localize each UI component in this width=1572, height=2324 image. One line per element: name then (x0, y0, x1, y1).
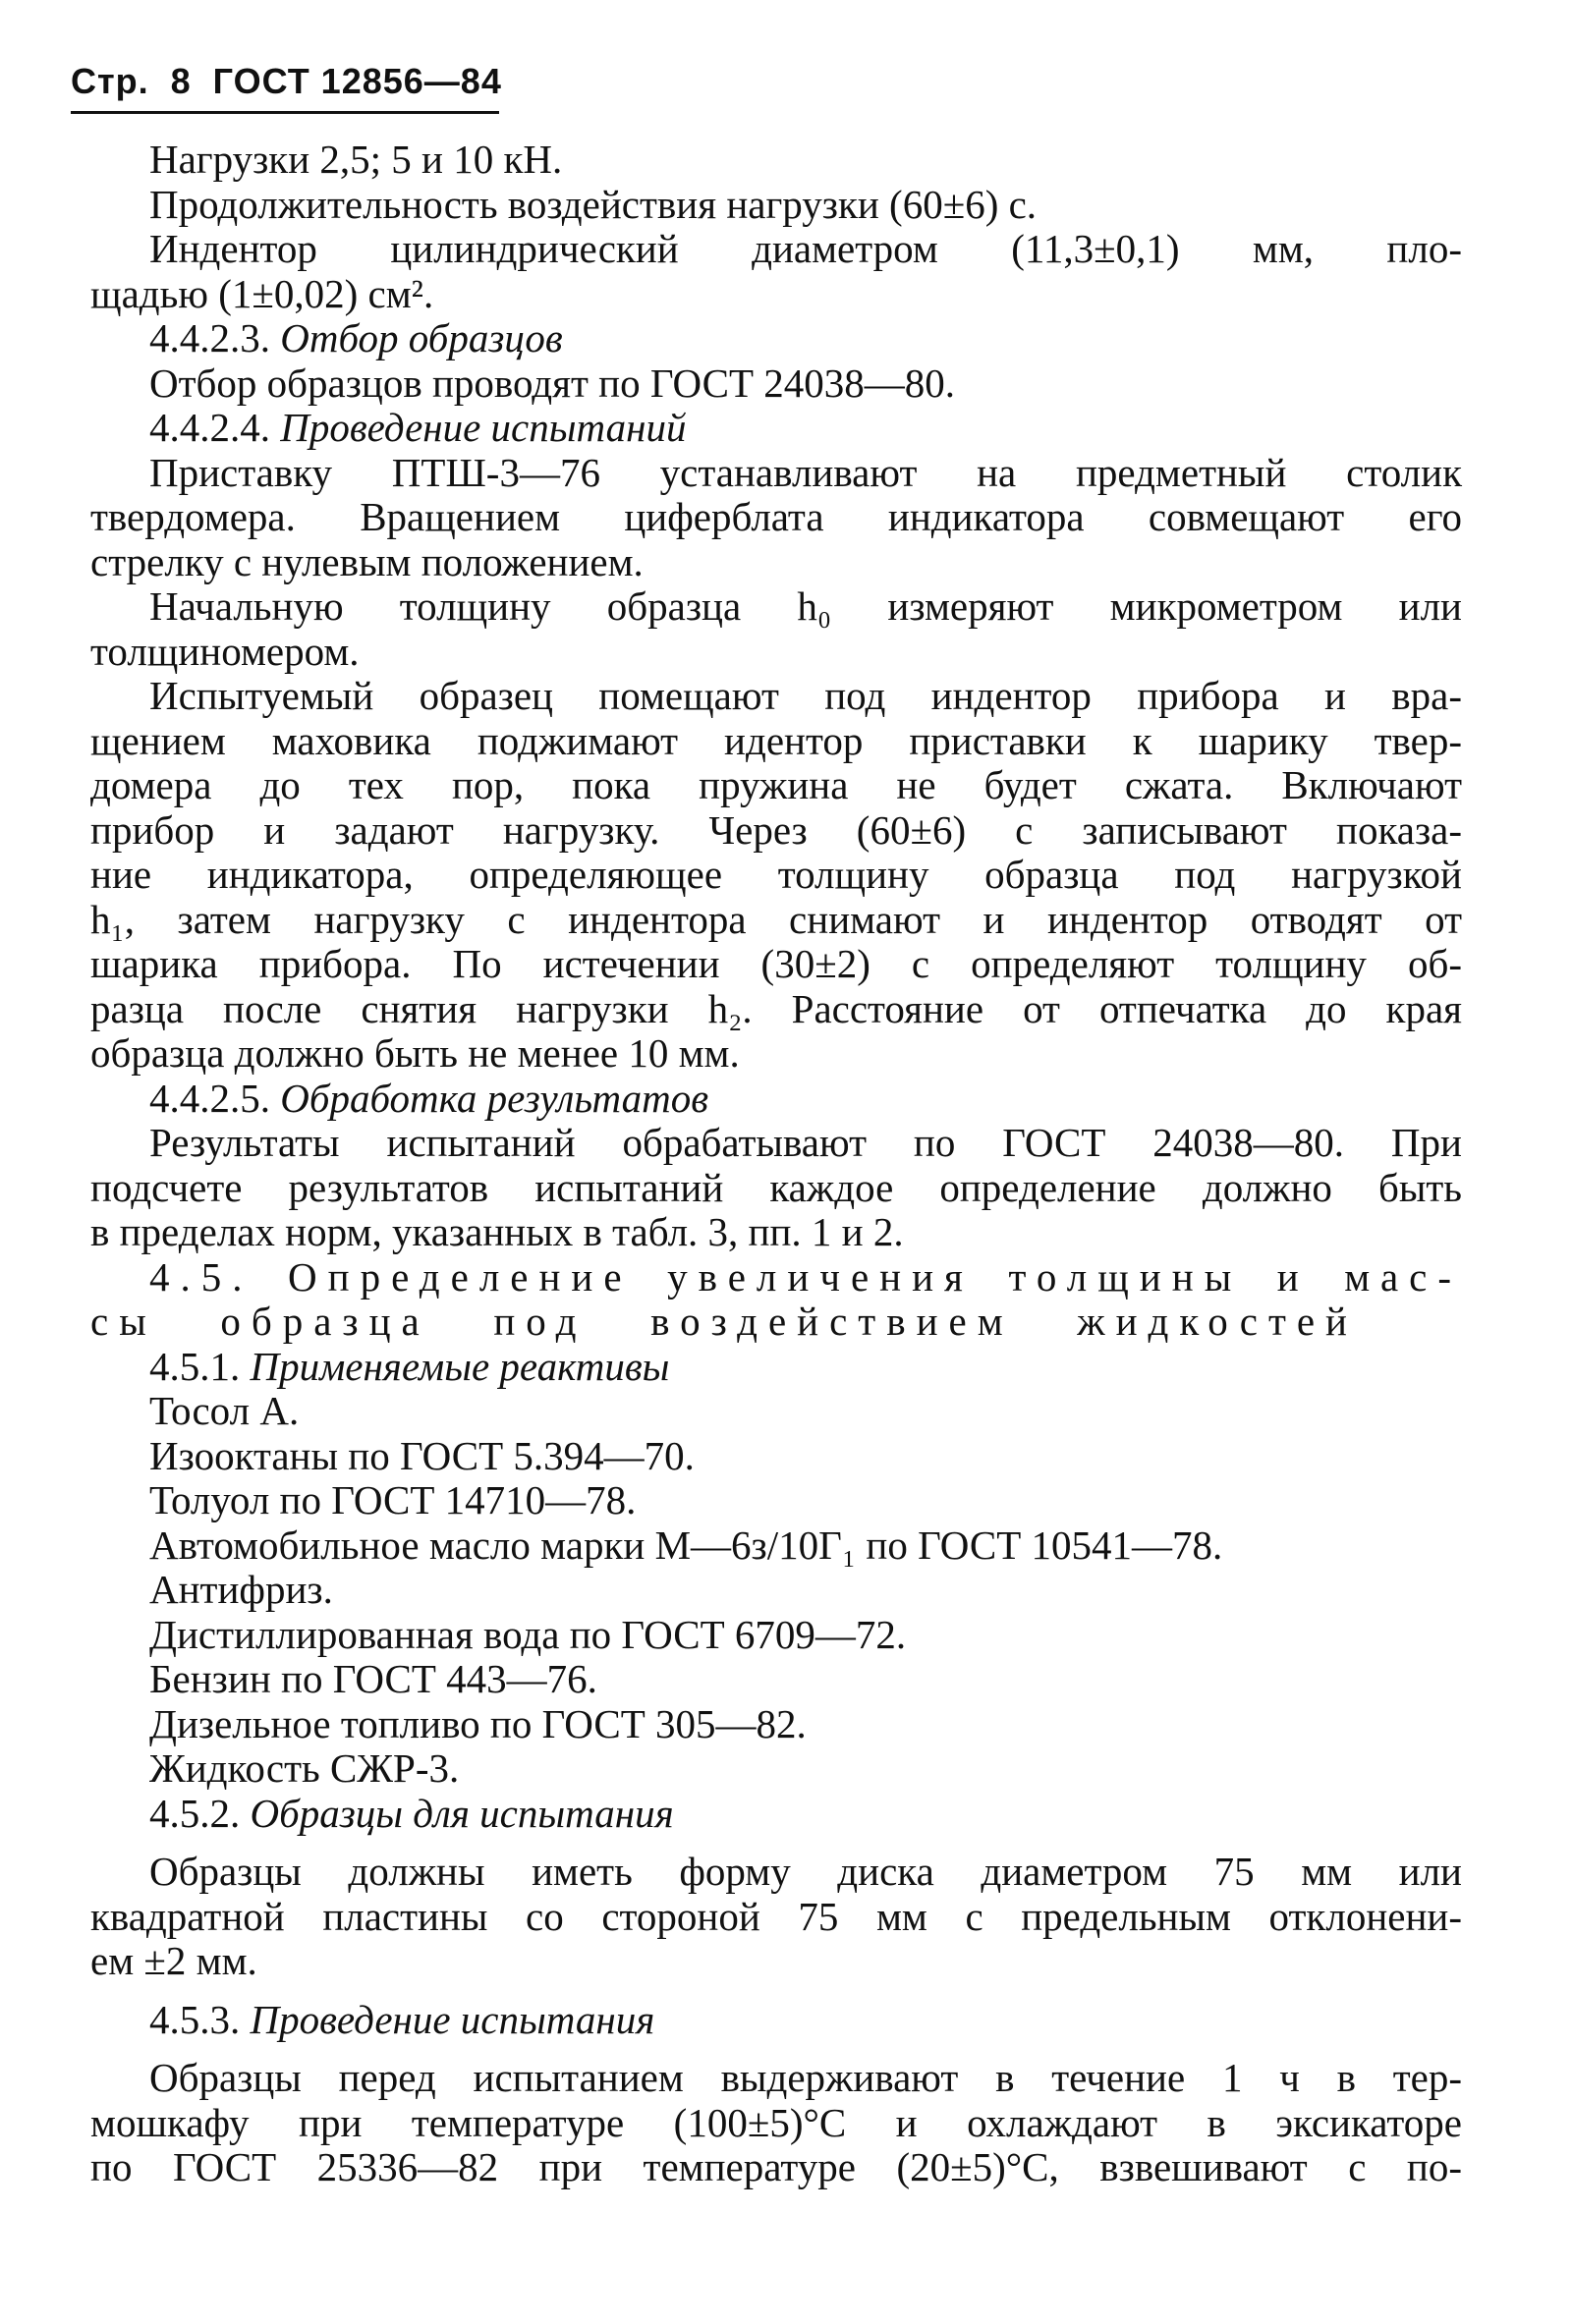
text-line: прибор и задают нагрузку. Через (60±6) с записывают показа- (90, 806, 1462, 853)
text-line: Отбор образцов проводят по ГОСТ 24038—80. (149, 360, 956, 406)
text-line: Нагрузки 2,5; 5 и 10 кН. (149, 137, 563, 182)
section-heading-4-4-2-4 (90, 406, 1462, 451)
section-title: Проведение испытания (250, 1996, 655, 2042)
section-number: 4.5.1. (149, 1343, 241, 1389)
text-line: Начальную толщину образца h₀ измеряют микрометром или (149, 583, 1462, 629)
header-rule (71, 111, 499, 114)
text-line: Образцы должны иметь форму диска диаметром 75 мм или (149, 1849, 1462, 1894)
section-number: 4.5.2. (149, 1790, 241, 1836)
reagent-item: Изооктаны по ГОСТ 5.394—70. (149, 1432, 695, 1478)
section-heading-4-5-2 (90, 1792, 1462, 1837)
section-title: Проведение испытаний (280, 405, 687, 450)
standard-number: ГОСТ 12856—84 (212, 61, 502, 101)
page-label: Стр. (71, 61, 149, 101)
section-title: Применяемые реактивы (250, 1343, 670, 1389)
text-line: образца должно быть не менее 10 мм. (90, 1030, 740, 1076)
text-line: Продолжительность воздействия нагрузки (60±6) с. (149, 181, 1038, 227)
reagent-item: Тосол А. (149, 1388, 300, 1433)
section-heading-4-4-2-5 (90, 1077, 1462, 1122)
section-heading-4-4-2-3 (90, 316, 1462, 361)
section-number: 4.5.3. (149, 1996, 241, 2042)
reagent-item: Антифриз. (149, 1567, 333, 1612)
text-line: Индентор цилиндрический диаметром (11,3±0,1) мм, пло- (149, 226, 1462, 271)
reagent-item: Дизельное топливо по ГОСТ 305—82. (149, 1700, 807, 1746)
text-line: мошкафу при температуре (100±5)°С и охлаждают в эксикаторе (90, 2099, 1462, 2145)
running-header (71, 61, 524, 102)
text-line: Приставку ПТШ-3—76 устанавливают на предметный столик (149, 449, 1462, 495)
reagent-item: Автомобильное масло марки М—6з/10Г₁ по ГОСТ 10541—78. (149, 1522, 1223, 1568)
section-title: Образцы для испытания (250, 1790, 674, 1836)
text-line: Результаты испытаний обрабатывают по ГОСТ 24038—80. При (149, 1120, 1462, 1165)
text-line: стрелку с нулевым положением. (90, 538, 644, 584)
text-line: h₁, затем нагрузку с индентора снимают и индентор отводят от (90, 896, 1462, 942)
section-heading-4-5-cont: сы образца под воздействием жидкостей (90, 1299, 1358, 1344)
text-line: квадратной пластины со стороной 75 мм с предельным отклонени- (90, 1893, 1462, 1939)
reagent-item: Дистиллированная вода по ГОСТ 6709—72. (149, 1611, 907, 1657)
text-line: толщиномером. (90, 628, 360, 674)
text-line: щением маховика поджимают идентор приставки к шарику твер- (90, 717, 1462, 763)
text-line: в пределах норм, указанных в табл. 3, пп. 1 и 2. (90, 1209, 904, 1254)
text-line: по ГОСТ 25336—82 при температуре (20±5)°С, взвешивают с по- (90, 2144, 1462, 2189)
document-body (90, 138, 1462, 2190)
text-line: твердомера. Вращением циферблата индикатора совмещают его (90, 494, 1462, 539)
section-title: Обработка результатов (280, 1075, 709, 1121)
text-line: ем ±2 мм. (90, 1938, 257, 1983)
section-heading-4-5-3 (90, 1998, 1462, 2043)
section-heading-4-5: 4.5. Определение увеличения толщины и мас- (149, 1253, 1462, 1300)
section-title: Отбор образцов (280, 315, 563, 360)
text-line: Испытуемый образец помещают под индентор прибора и вра- (149, 673, 1462, 718)
text-line: домера до тех пор, пока пружина не будет сжата. Включают (90, 762, 1462, 807)
text-line: подсчете результатов испытаний каждое определение должно быть (90, 1164, 1462, 1210)
section-number: 4.4.2.3. (149, 315, 270, 360)
page-number: 8 (170, 61, 192, 101)
text-line: щадью (1±0,02) см². (90, 270, 434, 316)
text-line: шарика прибора. По истечении (30±2) с определяют толщину об- (90, 941, 1462, 986)
section-heading-4-5-1 (90, 1345, 1462, 1390)
section-number: 4.4.2.4. (149, 405, 270, 450)
text-line: ние индикатора, определяющее толщину образца под нагрузкой (90, 852, 1462, 897)
reagent-item: Бензин по ГОСТ 443—76. (149, 1656, 597, 1701)
section-number: 4.4.2.5. (149, 1075, 270, 1121)
text-line: разца после снятия нагрузки h₂. Расстояние от отпечатка до края (90, 985, 1462, 1031)
text-line: Образцы перед испытанием выдерживают в течение 1 ч в тер- (149, 2055, 1462, 2100)
reagent-item: Жидкость СЖР-3. (149, 1745, 460, 1791)
reagent-item: Толуол по ГОСТ 14710—78. (149, 1477, 637, 1522)
